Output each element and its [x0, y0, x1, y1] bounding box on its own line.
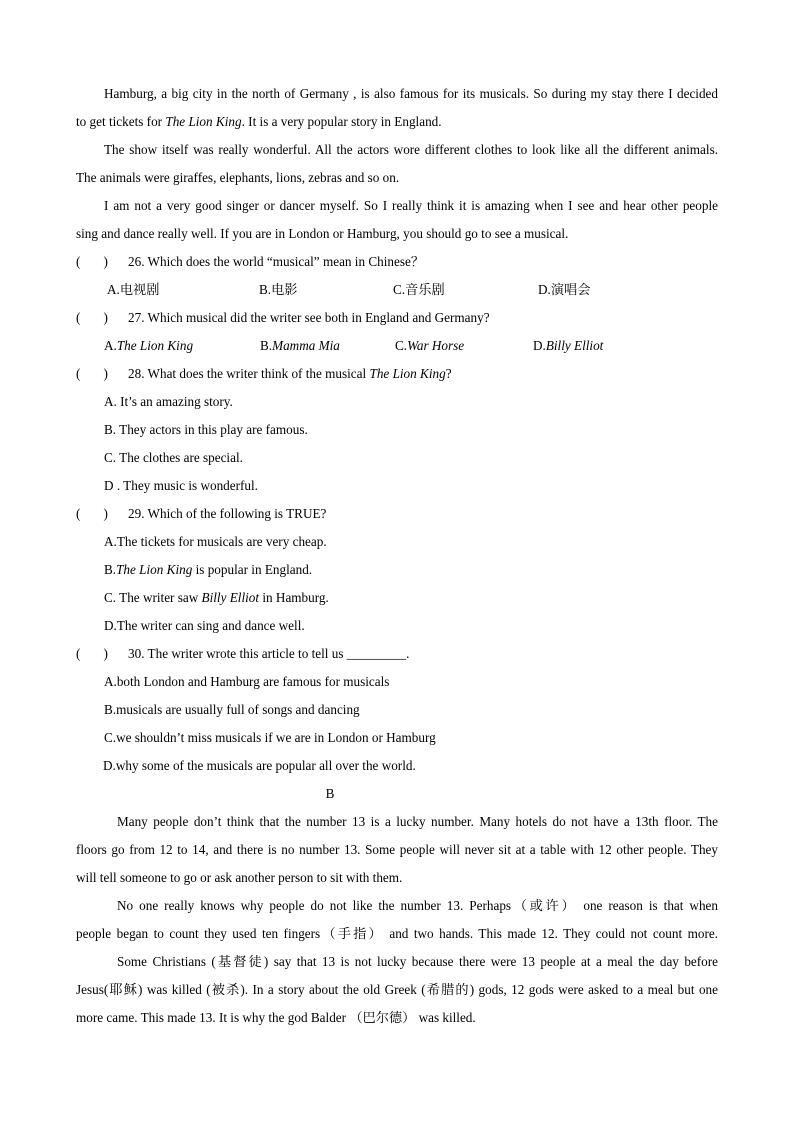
option-30-b: B.musicals are usually full of songs and dancing [104, 702, 360, 717]
question-text: 27. Which musical did the writer see both in England and Germany? [128, 310, 490, 325]
title-italic: The Lion King [165, 114, 242, 129]
option-27-b [260, 337, 340, 355]
option-title: Mamma Mia [272, 338, 340, 353]
question-text: 30. The writer wrote this article to tell us _________. [128, 646, 410, 661]
answer-blank[interactable]: ( ) [76, 310, 108, 325]
option-26-a: A.电视剧 [107, 282, 160, 297]
section-b-p1-line2: floors go from 12 to 14, and there is no number 13. Some people will never sit at a table with 12 other people. They [76, 842, 718, 857]
option-29-a: A.The tickets for musicals are very cheap. [104, 534, 327, 549]
question-text: 26. Which does the world “musical” mean in Chinese？ [128, 254, 425, 269]
option-27-a [104, 337, 193, 355]
question-26 [76, 253, 424, 271]
option-title: The Lion King [116, 562, 193, 577]
section-b-p3-line3: more came. This made 13. It is why the god Balder （巴尔德） was killed. [76, 1010, 476, 1025]
passage-a-p3-line2: sing and dance really well. If you are in London or Hamburg, you should go to see a musical. [76, 226, 569, 241]
question-title: The Lion King [369, 366, 446, 381]
option-28-a: A. It’s an amazing story. [104, 394, 233, 409]
section-b-p1-line1: Many people don’t think that the number 13 is a lucky number. Many hotels do not have a 13th floor. The [117, 814, 718, 829]
section-b-p2-line1: No one really knows why people do not like the number 13. Perhaps（或许） one reason is that when [117, 898, 718, 913]
option-28-d: D . They music is wonderful. [104, 478, 258, 493]
section-b-p3-line2: Jesus(耶稣) was killed (被杀). In a story about the old Greek (希腊的) gods, 12 gods were asked to a meal but one [76, 982, 718, 997]
option-29-c [104, 589, 329, 607]
text: . It is a very popular story in England. [241, 114, 442, 129]
question-text: 28. What does the writer think of the musical [128, 366, 370, 381]
option-letter: D. [533, 338, 546, 353]
section-b-p2-line2: people began to count they used ten fingers（手指） and two hands. This made 12. They could not count more. [76, 926, 718, 941]
option-26-c: C.音乐剧 [393, 282, 445, 297]
passage-a-p2-line2: The animals were giraffes, elephants, lions, zebras and so on. [76, 170, 400, 185]
option-28-c: C. The clothes are special. [104, 450, 243, 465]
option-29-b [104, 561, 312, 579]
option-title: Billy Elliot [201, 590, 260, 605]
passage-a-p1-line2 [76, 113, 442, 131]
answer-blank[interactable]: ( ) [76, 506, 108, 521]
option-27-c [395, 337, 464, 355]
option-27-d [533, 337, 603, 355]
option-30-c: C.we shouldn’t miss musicals if we are in London or Hamburg [104, 730, 436, 745]
option-30-a: A.both London and Hamburg are famous for musicals [104, 674, 390, 689]
question-27 [76, 309, 490, 327]
option-28-b: B. They actors in this play are famous. [104, 422, 308, 437]
question-28 [76, 365, 452, 383]
option-text: C. The writer saw [104, 590, 202, 605]
question-29 [76, 505, 326, 523]
section-b-p1-line3: will tell someone to go or ask another person to sit with them. [76, 870, 403, 885]
option-letter: C. [395, 338, 408, 353]
option-text: is popular in England. [192, 562, 313, 577]
option-title: The Lion King [116, 338, 194, 353]
option-title: Billy Elliot [545, 338, 604, 353]
answer-blank[interactable]: ( ) [76, 254, 108, 269]
option-30-d: D.why some of the musicals are popular all over the world. [103, 758, 416, 773]
option-text: in Hamburg. [259, 590, 329, 605]
answer-blank[interactable]: ( ) [76, 646, 108, 661]
passage-a-p1-line1: Hamburg, a big city in the north of Germany , is also famous for its musicals. So during my stay there I decided [104, 86, 718, 101]
option-26-b: B.电影 [259, 282, 298, 297]
option-26-d: D.演唱会 [538, 282, 591, 297]
option-29-d: D.The writer can sing and dance well. [104, 618, 305, 633]
section-b-heading: B [325, 786, 335, 801]
answer-blank[interactable]: ( ) [76, 366, 108, 381]
option-letter: B. [260, 338, 273, 353]
section-b-p3-line1: Some Christians (基督徒) say that 13 is not lucky because there were 13 people at a meal the day before [117, 954, 718, 969]
question-30 [76, 645, 409, 663]
passage-a-p2-line1: The show itself was really wonderful. All the actors wore different clothes to look like all the different animals. [104, 142, 718, 157]
option-title: War Horse [407, 338, 465, 353]
option-letter: B. [104, 562, 117, 577]
question-text: 29. Which of the following is TRUE? [128, 506, 327, 521]
text: to get tickets for [76, 114, 166, 129]
passage-a-p3-line1: I am not a very good singer or dancer myself. So I really think it is amazing when I see and hear other people [104, 198, 718, 213]
question-text: ? [445, 366, 452, 381]
option-letter: A. [104, 338, 117, 353]
